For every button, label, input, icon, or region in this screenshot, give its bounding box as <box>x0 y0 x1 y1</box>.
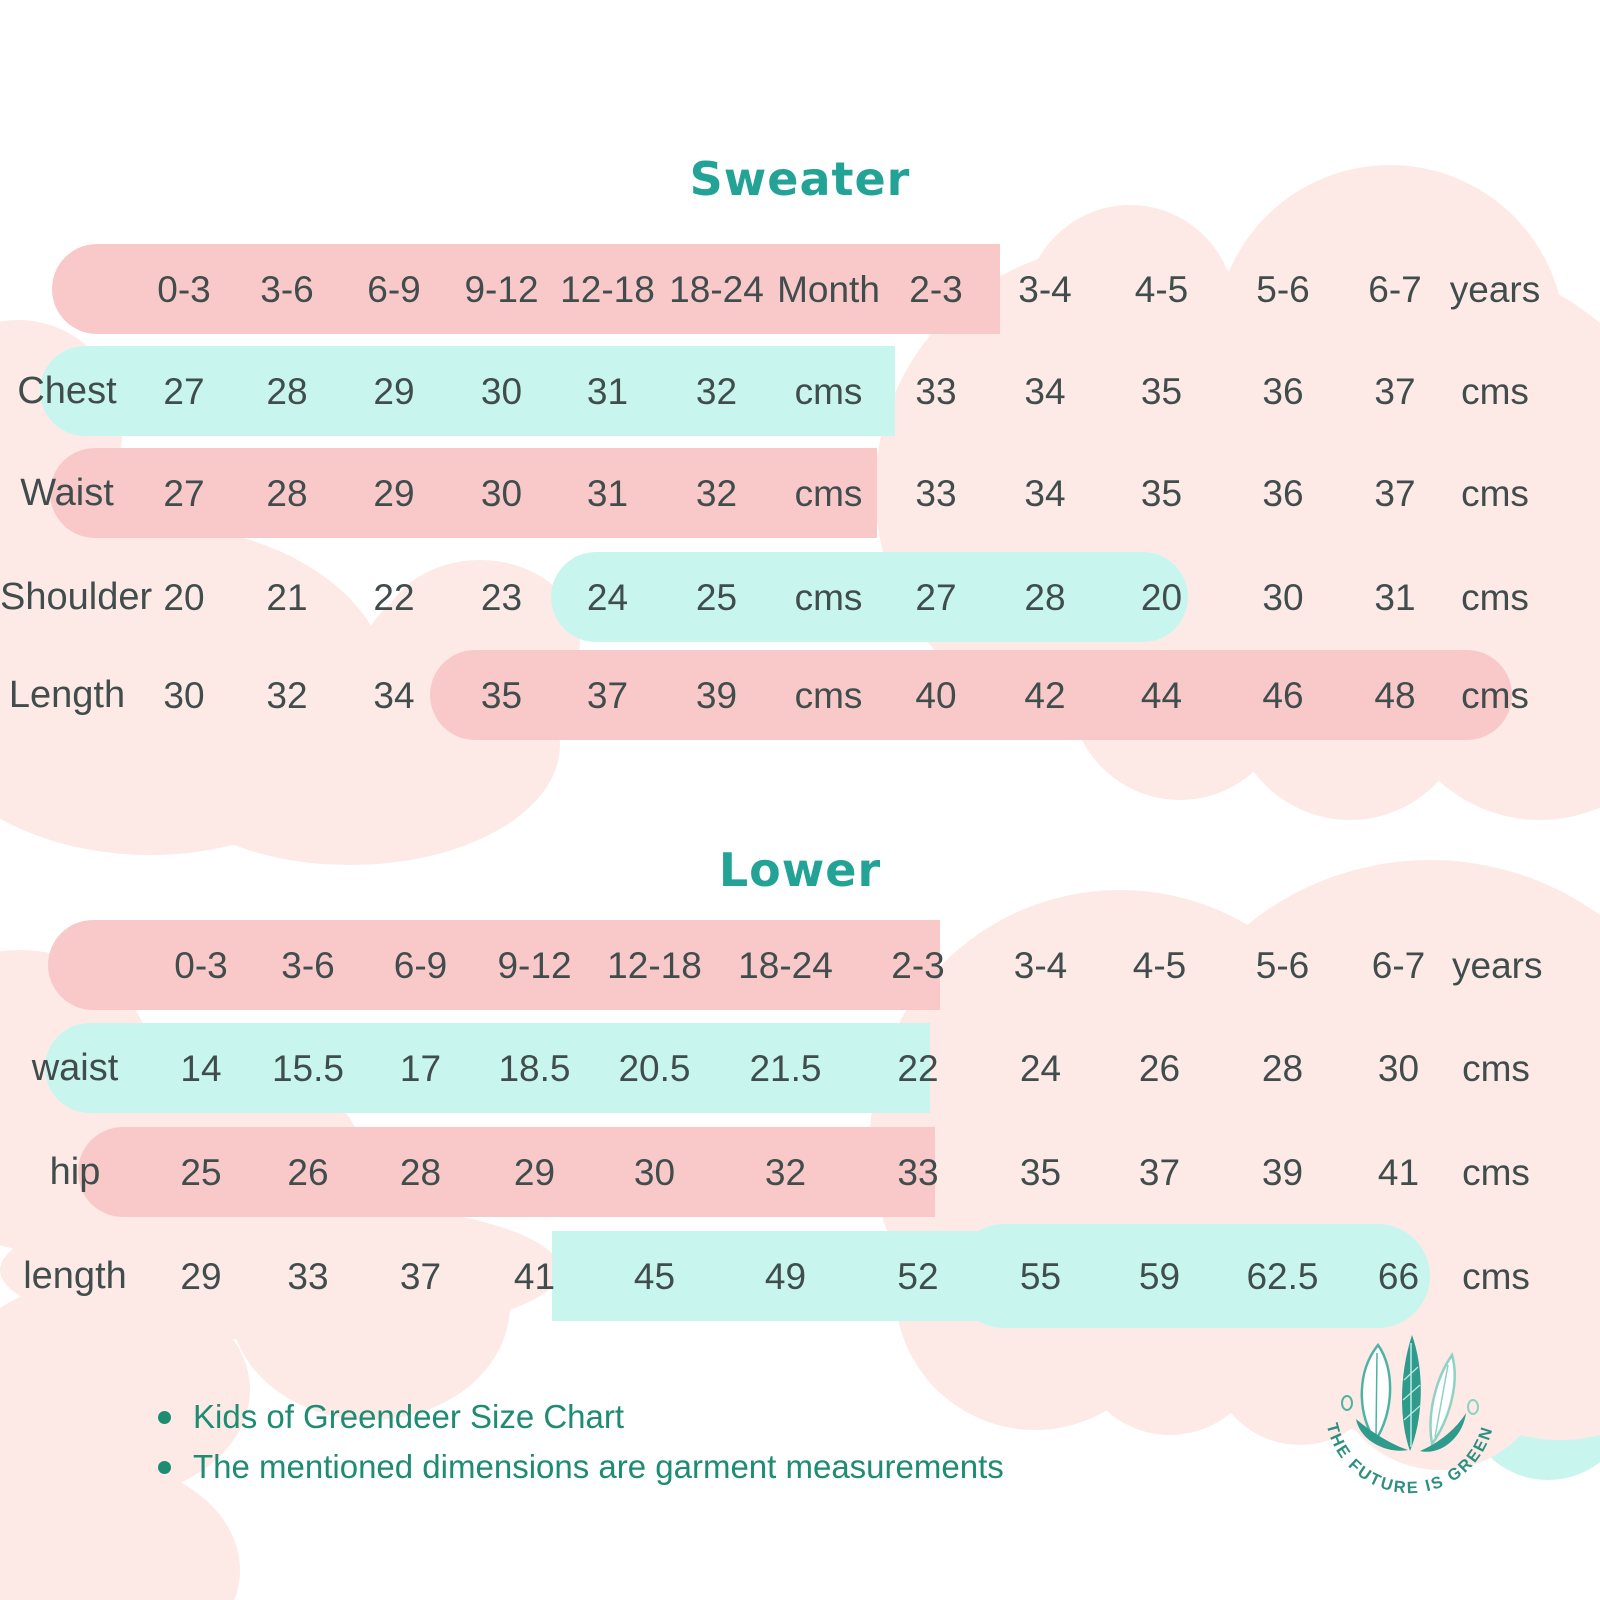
size-value: 26 <box>1138 1047 1181 1089</box>
size-value: 27 <box>915 576 957 618</box>
size-value: 28 <box>266 370 308 412</box>
age-column-header: 5-6 <box>1256 268 1310 310</box>
size-value: 27 <box>163 370 205 412</box>
size-value: 30 <box>1377 1047 1420 1089</box>
size-value: 44 <box>1140 674 1183 716</box>
row-label: Chest <box>17 370 117 412</box>
size-value: 35 <box>1140 472 1183 514</box>
age-column-header: 4-5 <box>1132 944 1187 986</box>
size-value: 28 <box>399 1151 442 1193</box>
size-value: 24 <box>586 576 629 618</box>
size-value: 30 <box>1262 576 1304 618</box>
size-value: cms <box>1462 1151 1530 1193</box>
size-value: 34 <box>1024 472 1066 514</box>
size-value: 37 <box>399 1255 442 1297</box>
age-column-header: 2-3 <box>891 944 945 986</box>
size-value: 23 <box>480 576 523 618</box>
size-value: cms <box>794 472 863 514</box>
age-column-header: 4-5 <box>1134 268 1189 310</box>
age-column-header: 18-24 <box>669 268 764 310</box>
size-value: 29 <box>373 472 415 514</box>
age-column-header: 6-9 <box>393 944 448 986</box>
leaves-icon <box>1342 1335 1478 1452</box>
age-column-header: 18-24 <box>738 944 833 986</box>
size-value: cms <box>1461 370 1529 412</box>
size-value: 22 <box>373 576 415 618</box>
size-value: 35 <box>1019 1151 1062 1193</box>
sweater-waist-row <box>0 448 1600 538</box>
size-value: cms <box>1461 472 1529 514</box>
size-value: 41 <box>513 1255 556 1297</box>
size-value: 35 <box>480 674 523 716</box>
size-value: 15.5 <box>271 1047 344 1089</box>
row-label: Shoulder <box>0 576 153 618</box>
row-label: length <box>23 1255 127 1297</box>
size-value: 27 <box>163 472 205 514</box>
lower-header-row <box>0 920 1600 1010</box>
size-value: 29 <box>180 1255 222 1297</box>
age-column-header: 12-18 <box>560 268 655 310</box>
size-value: 34 <box>373 674 415 716</box>
size-value: 18.5 <box>498 1047 571 1089</box>
lower-hip-row <box>0 1127 1600 1217</box>
size-value: 26 <box>287 1151 329 1193</box>
brand-logo <box>1300 1325 1520 1535</box>
size-value: 39 <box>1261 1151 1304 1193</box>
size-value: 36 <box>1262 472 1304 514</box>
age-column-header: 6-7 <box>1368 268 1422 310</box>
size-value: cms <box>794 370 863 412</box>
age-column-header: 6-7 <box>1371 944 1426 986</box>
footer-note: Kids of Greendeer Size Chart <box>158 1398 1004 1436</box>
size-value: 30 <box>480 370 523 412</box>
size-value: 32 <box>695 472 738 514</box>
age-column-header: years <box>1449 268 1541 310</box>
logo-arc-text: THE FUTURE IS GREEN <box>1322 1421 1497 1498</box>
size-value: 32 <box>695 370 738 412</box>
age-column-header: 2-3 <box>909 268 963 310</box>
size-value: 30 <box>633 1151 676 1193</box>
age-column-header: 3-6 <box>281 944 335 986</box>
size-value: 22 <box>897 1047 939 1089</box>
size-value: 20.5 <box>618 1047 691 1089</box>
age-column-header: years <box>1452 944 1543 986</box>
size-value: cms <box>1462 1047 1530 1089</box>
size-value: cms <box>1461 576 1529 618</box>
age-column-header: 5-6 <box>1255 944 1310 986</box>
size-value: 31 <box>1374 576 1416 618</box>
size-value: 20 <box>163 576 205 618</box>
size-value: 29 <box>373 370 415 412</box>
row-label: hip <box>49 1151 101 1193</box>
size-value: 21.5 <box>749 1047 822 1089</box>
age-column-header: 9-12 <box>497 944 572 986</box>
lower-title: Lower <box>718 843 882 897</box>
size-value: 66 <box>1377 1255 1420 1297</box>
age-column-header: 9-12 <box>464 268 539 310</box>
size-value: 28 <box>1261 1047 1304 1089</box>
size-value: 25 <box>180 1151 222 1193</box>
age-column-header: Month <box>777 268 880 310</box>
size-value: 49 <box>764 1255 807 1297</box>
size-value: 41 <box>1377 1151 1420 1193</box>
sweater-chest-row <box>0 346 1600 436</box>
sweater-shoulder-row <box>0 552 1600 642</box>
size-value: 32 <box>266 674 308 716</box>
size-value: 35 <box>1140 370 1183 412</box>
size-value: 59 <box>1138 1255 1181 1297</box>
age-column-header: 3-6 <box>260 268 314 310</box>
sweater-title: Sweater <box>689 152 911 206</box>
size-value: 14 <box>180 1047 222 1089</box>
size-value: 40 <box>915 674 957 716</box>
size-value: 31 <box>586 472 629 514</box>
size-value: 33 <box>915 472 957 514</box>
sweater-header-row <box>0 244 1600 334</box>
size-value: 33 <box>915 370 957 412</box>
size-value: 25 <box>695 576 738 618</box>
size-value: 37 <box>1138 1151 1181 1193</box>
size-value: 30 <box>480 472 523 514</box>
row-label: Waist <box>20 472 114 514</box>
size-value: 29 <box>513 1151 556 1193</box>
bullet-icon <box>158 1411 171 1424</box>
size-value: 28 <box>1024 576 1066 618</box>
age-column-header: 3-4 <box>1013 944 1068 986</box>
size-value: cms <box>794 674 863 716</box>
size-value: 28 <box>266 472 308 514</box>
size-value: 36 <box>1262 370 1304 412</box>
size-value: 45 <box>633 1255 676 1297</box>
footer-note: The mentioned dimensions are garment measurements <box>158 1448 1004 1486</box>
age-column-header: 3-4 <box>1018 268 1072 310</box>
size-value: 31 <box>586 370 629 412</box>
size-value: 34 <box>1024 370 1066 412</box>
size-value: cms <box>794 576 863 618</box>
bullet-icon <box>158 1461 171 1474</box>
size-value: 33 <box>287 1255 329 1297</box>
size-value: 17 <box>399 1047 442 1089</box>
footer-notes <box>158 1398 1004 1498</box>
size-value: 55 <box>1019 1255 1062 1297</box>
size-value: 37 <box>1374 472 1416 514</box>
size-value: 37 <box>1374 370 1416 412</box>
size-value: 30 <box>163 674 205 716</box>
size-value: 37 <box>586 674 629 716</box>
lower-length-row <box>0 1231 1600 1321</box>
size-value: 21 <box>266 576 308 618</box>
size-value: 48 <box>1374 674 1416 716</box>
size-value: 62.5 <box>1246 1255 1319 1297</box>
age-column-header: 6-9 <box>367 268 421 310</box>
size-value: 52 <box>897 1255 939 1297</box>
size-value: 39 <box>695 674 738 716</box>
sweater-length-row <box>0 650 1600 740</box>
size-value: cms <box>1461 674 1529 716</box>
row-label: waist <box>31 1047 119 1089</box>
size-value: 24 <box>1019 1047 1062 1089</box>
age-column-header: 0-3 <box>174 944 228 986</box>
size-value: 33 <box>897 1151 939 1193</box>
row-label: Length <box>8 674 126 716</box>
age-column-header: 12-18 <box>607 944 702 986</box>
size-value: 42 <box>1024 674 1066 716</box>
lower-waist-row <box>0 1023 1600 1113</box>
size-value: cms <box>1462 1255 1530 1297</box>
size-value: 46 <box>1262 674 1304 716</box>
size-value: 20 <box>1140 576 1183 618</box>
size-value: 32 <box>764 1151 807 1193</box>
age-column-header: 0-3 <box>157 268 211 310</box>
